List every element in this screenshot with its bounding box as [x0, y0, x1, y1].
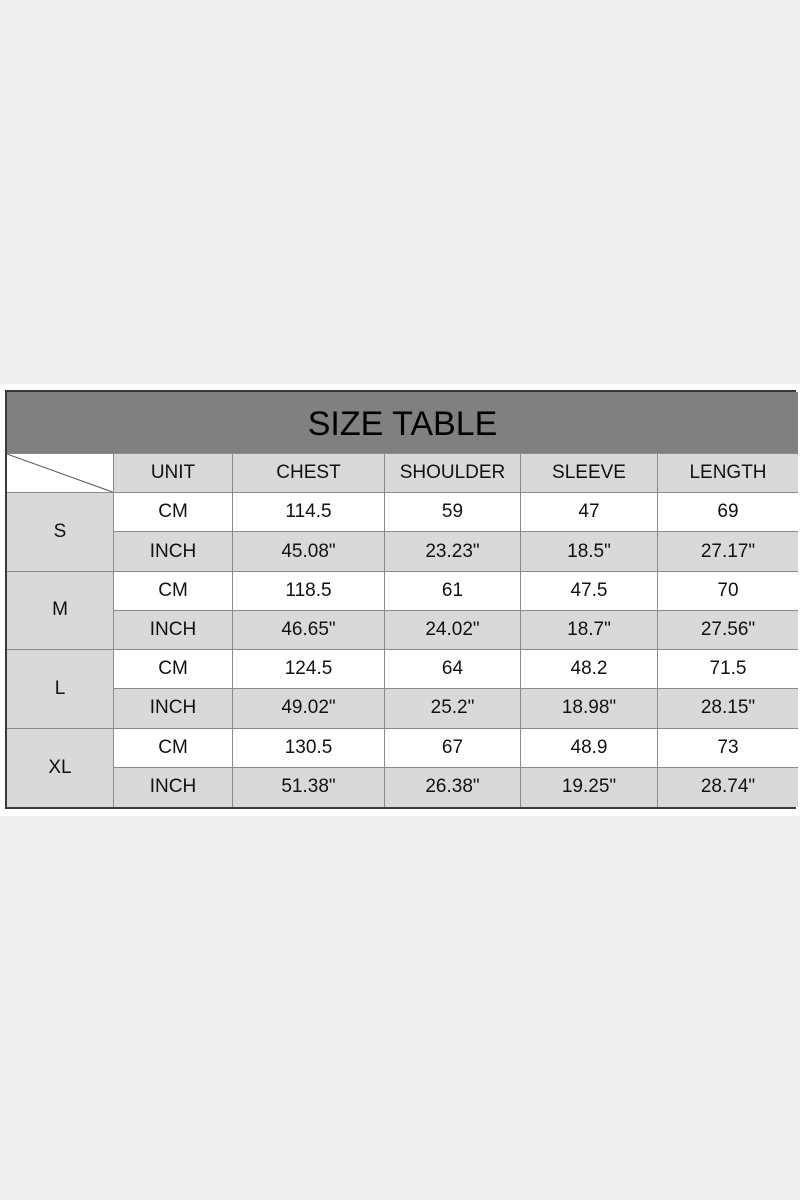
table-cell: 130.5 — [233, 729, 385, 768]
size-label-l: L — [7, 650, 114, 728]
table-cell: 25.2" — [385, 689, 521, 728]
table-cell: 24.02" — [385, 611, 521, 650]
table-cell: 23.23" — [385, 532, 521, 571]
table-cell: 47 — [521, 493, 658, 532]
header-length: LENGTH — [658, 454, 798, 493]
table-cell: 69 — [658, 493, 798, 532]
header-unit: UNIT — [114, 454, 233, 493]
header-sleeve: SLEEVE — [521, 454, 658, 493]
table-cell: 47.5 — [521, 572, 658, 611]
corner-cell — [7, 454, 114, 493]
table-cell: 48.2 — [521, 650, 658, 689]
table-title: SIZE TABLE — [7, 392, 798, 454]
table-cell: 26.38" — [385, 768, 521, 807]
table-cell: 27.17" — [658, 532, 798, 571]
table-cell: CM — [114, 729, 233, 768]
table-cell: 118.5 — [233, 572, 385, 611]
header-shoulder: SHOULDER — [385, 454, 521, 493]
table-cell: 18.5" — [521, 532, 658, 571]
table-cell: 28.74" — [658, 768, 798, 807]
table-cell: 71.5 — [658, 650, 798, 689]
diagonal-divider — [7, 454, 113, 492]
table-cell: INCH — [114, 611, 233, 650]
table-cell: INCH — [114, 689, 233, 728]
table-cell: 59 — [385, 493, 521, 532]
table-cell: CM — [114, 572, 233, 611]
table-cell: 70 — [658, 572, 798, 611]
size-label-xl: XL — [7, 729, 114, 807]
table-cell: 18.98" — [521, 689, 658, 728]
table-cell: 73 — [658, 729, 798, 768]
table-cell: 124.5 — [233, 650, 385, 689]
size-label-m: M — [7, 572, 114, 650]
table-cell: INCH — [114, 768, 233, 807]
table-cell: 28.15" — [658, 689, 798, 728]
header-chest: CHEST — [233, 454, 385, 493]
size-label-s: S — [7, 493, 114, 571]
table-cell: 48.9 — [521, 729, 658, 768]
table-cell: INCH — [114, 532, 233, 571]
table-cell: 45.08" — [233, 532, 385, 571]
table-cell: 64 — [385, 650, 521, 689]
table-cell: 27.56" — [658, 611, 798, 650]
table-cell: 18.7" — [521, 611, 658, 650]
table-cell: 61 — [385, 572, 521, 611]
table-cell: CM — [114, 493, 233, 532]
table-cell: 49.02" — [233, 689, 385, 728]
table-cell: CM — [114, 650, 233, 689]
table-cell: 19.25" — [521, 768, 658, 807]
table-cell: 46.65" — [233, 611, 385, 650]
table-cell: 51.38" — [233, 768, 385, 807]
table-cell: 114.5 — [233, 493, 385, 532]
table-cell: 67 — [385, 729, 521, 768]
size-table — [5, 390, 796, 809]
